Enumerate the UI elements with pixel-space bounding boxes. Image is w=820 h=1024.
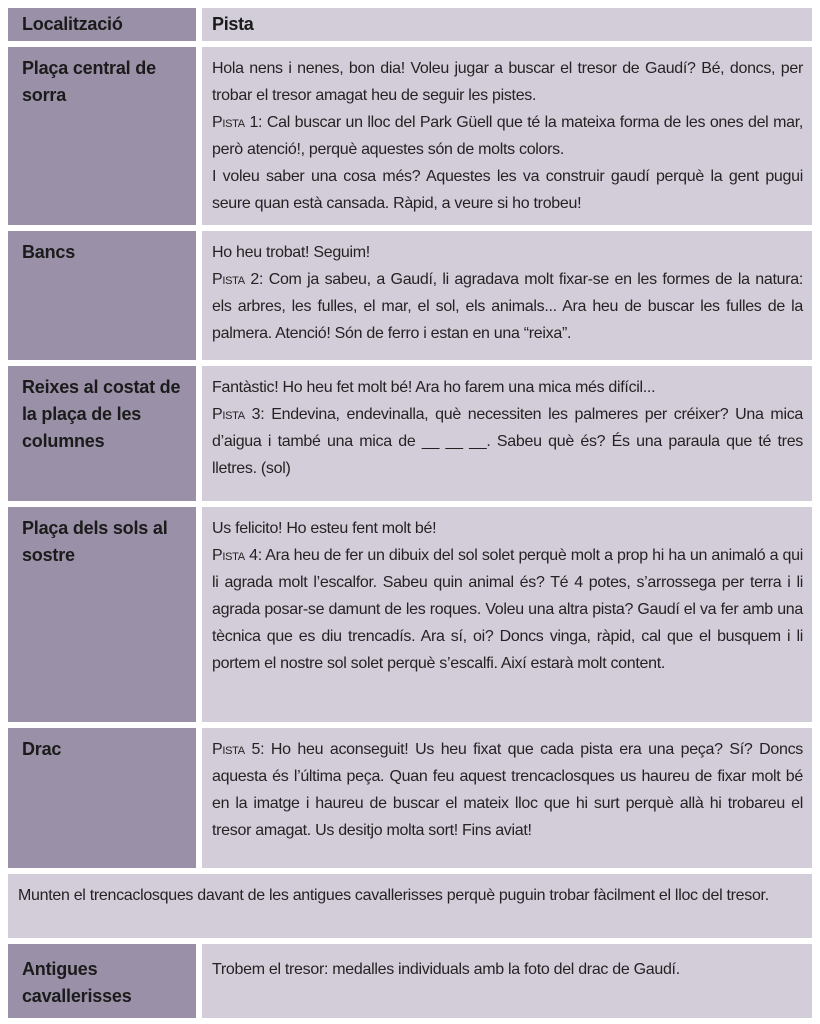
clue-paragraph: I voleu saber una cosa més? Aquestes les va construir gaudí perquè la gent pugui seure quan està cansada. Ràpid, a veure si ho trobeu! [212, 168, 803, 212]
treasure-hunt-table [8, 8, 812, 1018]
pista-label: Pista 2: [212, 271, 264, 288]
location-cell: Plaça dels sols al sostre [8, 507, 196, 722]
clue-paragraph: Trobem el tresor: medalles individuals amb la foto del drac de Gaudí. [212, 961, 680, 978]
table-row [8, 366, 812, 501]
pista-label: Pista 5: [212, 741, 265, 758]
clue-paragraph: Us felicito! Ho esteu fent molt bé! [212, 520, 437, 537]
pista-label: Pista 1: [212, 114, 263, 131]
clue-cell [202, 366, 812, 501]
table-header-row [8, 8, 812, 41]
header-clue: Pista [202, 8, 812, 41]
clue-cell [202, 47, 812, 225]
location-cell: Plaça central de sorra [8, 47, 196, 225]
clue-paragraph: Pista 1: Cal buscar un lloc del Park Güell que té la mateixa forma de les ones del mar, però atenció!, perquè aquestes són de molts colors. [212, 114, 803, 158]
location-cell: Reixes al costat de la plaça de les columnes [8, 366, 196, 501]
clue-cell [202, 728, 812, 868]
clue-paragraph: Pista 4: Ara heu de fer un dibuix del sol solet perquè molt a prop hi ha un animaló a qui li agrada molt l’escalfor. Sabeu quin animal és? Té 4 potes, s’arrossega per terra i li agrada posar-se damunt de les roques. Voleu una altra pista? Gaudí el va fer amb una tècnica que es diu trencadís. Ara sí, oi? Doncs vinga, ràpid, cal que el busquem i li portem el nostre sol solet perquè s’escalfi. Així estarà molt content. [212, 547, 803, 672]
clue-cell [202, 507, 812, 722]
clue-cell [202, 944, 812, 1018]
clue-cell [202, 231, 812, 360]
pista-label: Pista 3: [212, 406, 265, 423]
table-row [8, 47, 812, 225]
clue-paragraph: Fantàstic! Ho heu fet molt bé! Ara ho farem una mica més difícil... [212, 379, 656, 396]
clue-paragraph: Pista 2: Com ja sabeu, a Gaudí, li agradava molt fixar-se en les formes de la natura: els arbres, les fulles, el mar, el sol, els animals... Ara heu de buscar les fulles de la palmera. Atenció! Són de ferro i estan en una “reixa”. [212, 271, 803, 342]
table-row-antigues-cavallerisses [8, 944, 812, 1018]
location-cell: Bancs [8, 231, 196, 360]
clue-paragraph: Ho heu trobat! Seguim! [212, 244, 370, 261]
table-row [8, 728, 812, 868]
location-cell: Drac [8, 728, 196, 868]
clue-paragraph: Hola nens i nenes, bon dia! Voleu jugar a buscar el tresor de Gaudí? Bé, doncs, per trobar el tresor amagat heu de seguir les pistes. [212, 60, 803, 104]
header-location: Localització [8, 8, 196, 41]
location-cell: Antigues cavallerisses [8, 944, 196, 1018]
clue-paragraph: Pista 5: Ho heu aconseguit! Us heu fixat que cada pista era una peça? Sí? Doncs aquesta és l’última peça. Quan feu aquest trencaclosques us haureu de fixar molt bé en la imatge i haureu de buscar el mateix lloc que hi surt perquè allà hi trobareu el tresor amagat. Us desitjo molta sort! Fins aviat! [212, 741, 803, 839]
note-row: Munten el trencaclosques davant de les antigues cavallerisses perquè puguin trobar fàcilment el lloc del tresor. [8, 874, 812, 938]
table-row [8, 507, 812, 722]
pista-label: Pista 4: [212, 547, 262, 564]
clue-paragraph: Pista 3: Endevina, endevinalla, què necessiten les palmeres per créixer? Una mica d’aigua i també una mica de __ __ __. Sabeu què és? És una paraula que té tres lletres. (sol) [212, 406, 803, 477]
table-row [8, 231, 812, 360]
